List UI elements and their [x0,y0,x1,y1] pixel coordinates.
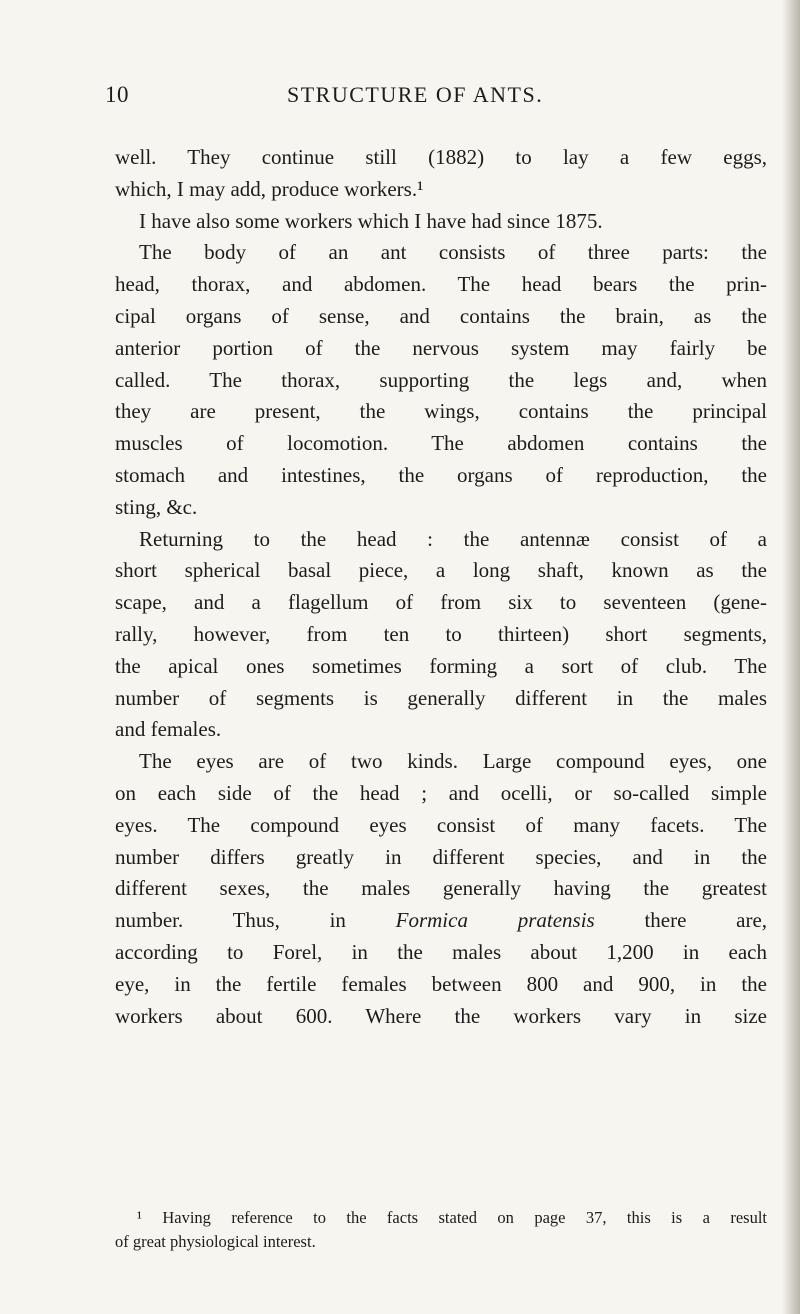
text-line: cipal organs of sense, and contains the brain, as the [115,303,767,328]
text-line: Returning to the head : the antennæ consist of a [139,526,767,551]
text-line: workers about 600. Where the workers vary in size [115,1003,767,1028]
text-line: number differs greatly in different species, and in the [115,844,767,869]
text-line: eyes. The compound eyes consist of many facets. The [115,812,767,837]
species-name: Formica pratensis [395,908,595,933]
text-line: sting, &c. [115,494,198,519]
text-line: head, thorax, and abdomen. The head bears the prin- [115,272,767,297]
text-line: which, I may add, produce workers.¹ [115,176,424,201]
text-line: they are present, the wings, contains the principal [115,399,767,424]
text-line: muscles of locomotion. The abdomen contains the [115,431,767,456]
text-line: different sexes, the males generally having the greatest [115,876,767,901]
text-span: there are, [644,908,768,933]
text-line: the apical ones sometimes forming a sort of club. The [115,653,767,678]
text-line [115,905,767,937]
body-text [115,142,767,1032]
text-line: The eyes are of two kinds. Large compound eyes, one [139,749,767,774]
footnote [115,1206,767,1254]
text-span: number. Thus, in [115,908,346,933]
running-title: STRUCTURE OF ANTS. [287,82,544,107]
text-line: anterior portion of the nervous system may fairly be [115,335,767,360]
page-header [105,82,765,118]
text-line: stomach and intestines, the organs of reproduction, the [115,462,767,487]
text-line: eye, in the fertile females between 800 and 900, in the [115,971,767,996]
text-line: and females. [115,717,222,742]
text-line: well. They continue still (1882) to lay a few eggs, [115,145,767,169]
text-line: scape, and a flagellum of from six to seventeen (gene- [115,590,767,615]
text-line: number of segments is generally different in the males [115,685,767,710]
page-number: 10 [105,82,129,107]
text-line: called. The thorax, supporting the legs and, when [115,367,767,392]
text-line: The body of an ant consists of three parts: the [139,240,767,265]
page-edge-shadow [782,0,800,1314]
text-line: according to Forel, in the males about 1,200 in each [115,939,767,964]
footnote-line: ¹ Having reference to the facts stated on page 37, this is a result [137,1208,767,1227]
footnote-line: of great physiological interest. [115,1232,316,1251]
text-line: on each side of the head ; and ocelli, or so-called simple [115,780,767,805]
text-line: short spherical basal piece, a long shaft, known as the [115,558,767,583]
text-line: I have also some workers which I have had since 1875. [139,208,603,233]
text-line: rally, however, from ten to thirteen) short segments, [115,621,767,646]
